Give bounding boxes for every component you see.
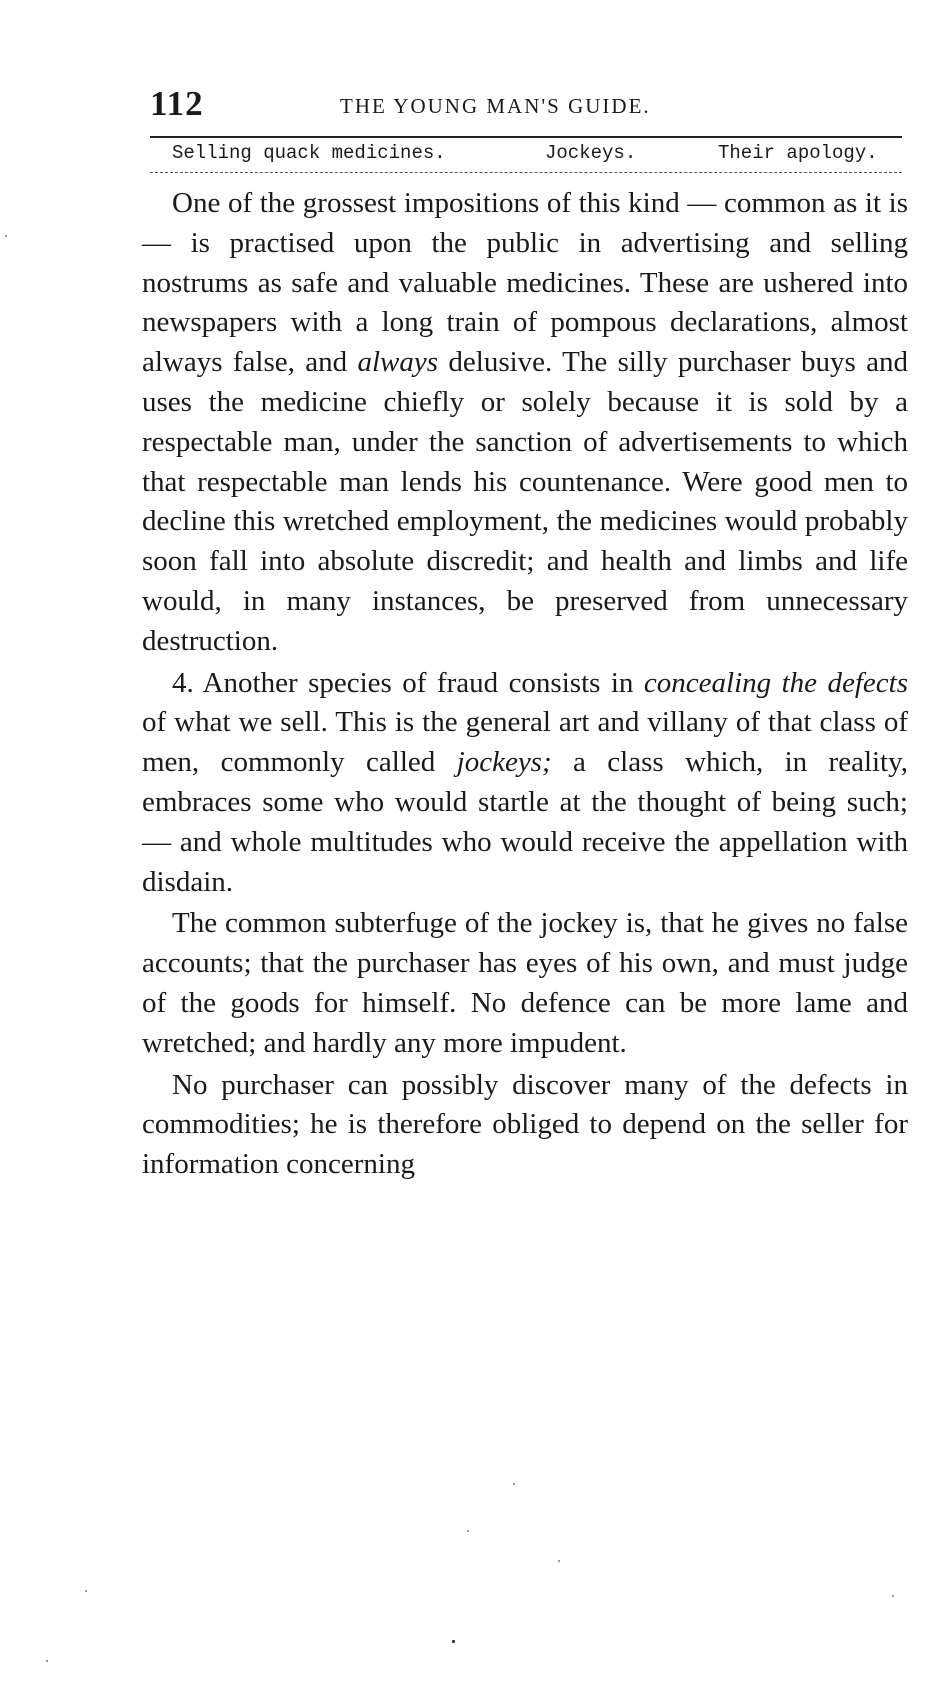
paragraph-purchaser-depends bbox=[142, 1066, 908, 1185]
body-text bbox=[142, 184, 908, 1187]
paragraph-text: 4. Another species of fraud consists in bbox=[172, 666, 644, 699]
topic-summary-bar bbox=[150, 136, 902, 173]
paragraph-text: delusive. The silly purchaser buys and uses the medicine chiefly or solely because it is sold by a respectable man, under the sanction of advertisements to which that respectable man lends his countenance. Were good men to decline this wretched employment, the medicines would probably soon fall into absolute discredit; and health and limbs and life would, in many instances, be preserved from unnecessary destruction. bbox=[142, 346, 908, 657]
topic-quack-medicines: Selling quack medicines. bbox=[172, 142, 446, 164]
paper-speck bbox=[46, 1660, 48, 1662]
italic-emphasis: always bbox=[357, 346, 439, 379]
paper-speck bbox=[513, 1483, 515, 1485]
paragraph-text: a class which, in reality, embraces some who would startle at the thought of being such; — and whole multitudes who would receive the appellation with disdain. bbox=[142, 746, 908, 898]
italic-emphasis: jockeys; bbox=[456, 746, 552, 779]
paragraph-text: No purchaser can possibly discover many of the defects in commodities; he is therefore obliged to depend on the seller for information concerning bbox=[142, 1068, 908, 1181]
paper-speck bbox=[85, 1590, 87, 1592]
paragraph-quack-medicines bbox=[142, 184, 908, 662]
paragraph-text: of what we sell. This is the general art and villany of that class of men, commonly called bbox=[142, 706, 908, 779]
paragraph-jockey-subterfuge bbox=[142, 904, 908, 1063]
paragraph-text: The common subterfuge of the jockey is, that he gives no false accounts; that the purchaser has eyes of his own, and must judge of the goods for himself. No defence can be more lame and wretched; and hardly any more impudent. bbox=[142, 907, 908, 1059]
paragraph-text: One of the grossest impositions of this kind — common as it is — is practised upon the public in advertising and selling nostrums as safe and valuable medicines. These are ushered into newspapers with a long train of pompous declarations, almost always false, and bbox=[142, 187, 908, 379]
paper-speck bbox=[467, 1530, 469, 1532]
paper-speck bbox=[452, 1640, 455, 1643]
paragraph-concealing-defects bbox=[142, 664, 908, 903]
topic-jockeys: Jockeys. bbox=[545, 142, 637, 164]
italic-emphasis: concealing the defects bbox=[643, 666, 908, 699]
paper-speck bbox=[5, 235, 7, 237]
running-title: THE YOUNG MAN'S GUIDE. bbox=[340, 94, 651, 118]
page-header bbox=[150, 84, 910, 128]
paper-speck bbox=[892, 1595, 894, 1597]
topic-their-apology: Their apology. bbox=[718, 142, 878, 164]
paper-speck bbox=[558, 1560, 560, 1562]
page-number: 112 bbox=[150, 84, 204, 123]
